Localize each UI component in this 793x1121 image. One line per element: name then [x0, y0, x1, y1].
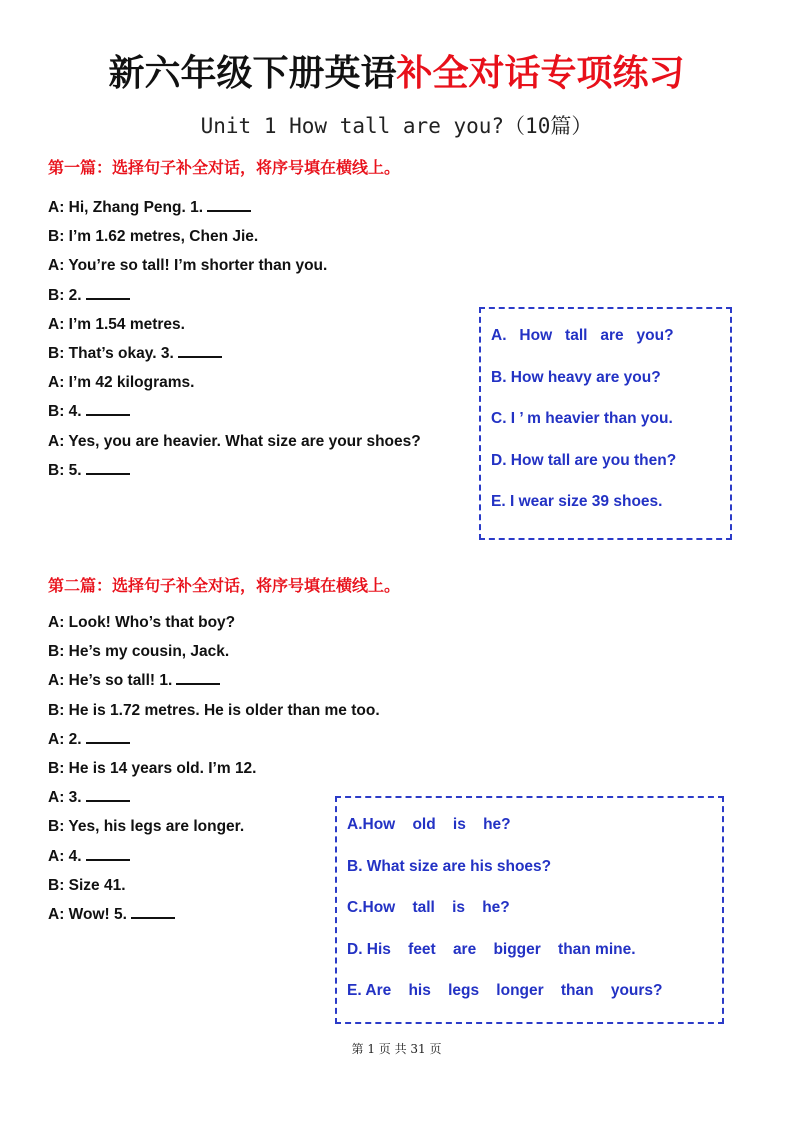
- page-subtitle: Unit 1 How tall are you?（10篇）: [200, 114, 593, 138]
- section1-dialog: [48, 193, 421, 485]
- dialog-line: [48, 842, 380, 871]
- answer-blank[interactable]: [176, 667, 220, 685]
- dialog-line-text: A: Yes, you are heavier. What size are your shoes?: [48, 432, 421, 450]
- page-title: [0, 50, 793, 96]
- dialog-line-text: B: Yes, his legs are longer.: [48, 818, 245, 836]
- answer-blank[interactable]: [86, 784, 130, 802]
- answer-blank[interactable]: [207, 194, 251, 212]
- option-item: E. Are his legs longer than yours?: [347, 982, 663, 999]
- dialog-line-text: B: He’s my cousin, Jack.: [48, 643, 230, 661]
- dialog-line: [48, 339, 421, 368]
- option-item: A. How tall are you?: [491, 327, 674, 344]
- dialog-line: [48, 754, 380, 783]
- dialog-line-text: A: 3.: [48, 789, 82, 807]
- section2-heading: 第二篇：选择句子补全对话，将序号填在横线上。: [48, 576, 401, 595]
- dialog-line-text: B: I’m 1.62 metres, Chen Jie.: [48, 228, 259, 246]
- dialog-line: [48, 397, 421, 426]
- dialog-line: [48, 696, 380, 725]
- dialog-line: [48, 193, 421, 222]
- dialog-line: [48, 456, 421, 485]
- answer-blank[interactable]: [86, 726, 130, 744]
- dialog-line: [48, 666, 380, 695]
- dialog-line-text: A: Hi, Zhang Peng. 1.: [48, 199, 204, 216]
- dialog-line-text: B: Size 41.: [48, 876, 126, 894]
- answer-blank[interactable]: [131, 901, 175, 919]
- dialog-line-text: A: He’s so tall! 1.: [48, 672, 173, 690]
- section1-heading: 第一篇：选择句子补全对话，将序号填在横线上。: [48, 158, 401, 177]
- page-footer: 第 1 页 共 31 页: [351, 1042, 442, 1056]
- dialog-line: [48, 725, 380, 754]
- option-item: C.How tall is he?: [347, 899, 510, 916]
- dialog-line-text: B: He is 14 years old. I’m 12.: [48, 759, 257, 777]
- dialog-line: [48, 812, 380, 841]
- answer-blank[interactable]: [86, 398, 130, 416]
- dialog-line-text: B: 4.: [48, 403, 82, 421]
- dialog-line-text: A: 2.: [48, 730, 82, 748]
- dialog-line-text: A: You’re so tall! I’m shorter than you.: [48, 257, 328, 275]
- title-black-part: 新六年级下册英语: [108, 52, 397, 94]
- answer-blank[interactable]: [86, 843, 130, 861]
- option-item: C. I ’ m heavier than you.: [491, 410, 673, 427]
- dialog-line: [48, 871, 380, 900]
- answer-blank[interactable]: [86, 282, 130, 300]
- dialog-line: [48, 608, 380, 637]
- dialog-line: [48, 427, 421, 456]
- dialog-line-text: A: Look! Who’s that boy?: [48, 614, 236, 631]
- dialog-line: [48, 783, 380, 812]
- dialog-line: [48, 281, 421, 310]
- dialog-line-text: A: 4.: [48, 847, 82, 865]
- option-item: D. How tall are you then?: [491, 452, 677, 469]
- dialog-line-text: B: 2.: [48, 286, 82, 304]
- answer-blank[interactable]: [86, 457, 130, 475]
- dialog-line-text: B: That’s okay. 3.: [48, 344, 174, 362]
- option-item: B. What size are his shoes?: [347, 858, 552, 875]
- dialog-line-text: A: Wow! 5.: [48, 905, 127, 923]
- dialog-line-text: A: I’m 42 kilograms.: [48, 374, 195, 392]
- answer-blank[interactable]: [178, 340, 222, 358]
- option-item: B. How heavy are you?: [491, 369, 661, 386]
- dialog-line: [48, 637, 380, 666]
- option-item: D. His feet are bigger than mine.: [347, 941, 636, 958]
- dialog-line: [48, 310, 421, 339]
- section1-options-box: [479, 307, 732, 540]
- section2-options-box: [335, 796, 724, 1024]
- section2-dialog: [48, 608, 380, 929]
- option-item: A.How old is he?: [347, 816, 511, 833]
- dialog-line-text: B: 5.: [48, 461, 82, 479]
- dialog-line: [48, 251, 421, 280]
- dialog-line: [48, 222, 421, 251]
- title-red-part: 补全对话专项练习: [396, 52, 685, 94]
- dialog-line: [48, 900, 380, 929]
- dialog-line-text: B: He is 1.72 metres. He is older than me too.: [48, 701, 380, 719]
- dialog-line: [48, 368, 421, 397]
- dialog-line-text: A: I’m 1.54 metres.: [48, 315, 185, 333]
- option-item: E. I wear size 39 shoes.: [491, 493, 663, 510]
